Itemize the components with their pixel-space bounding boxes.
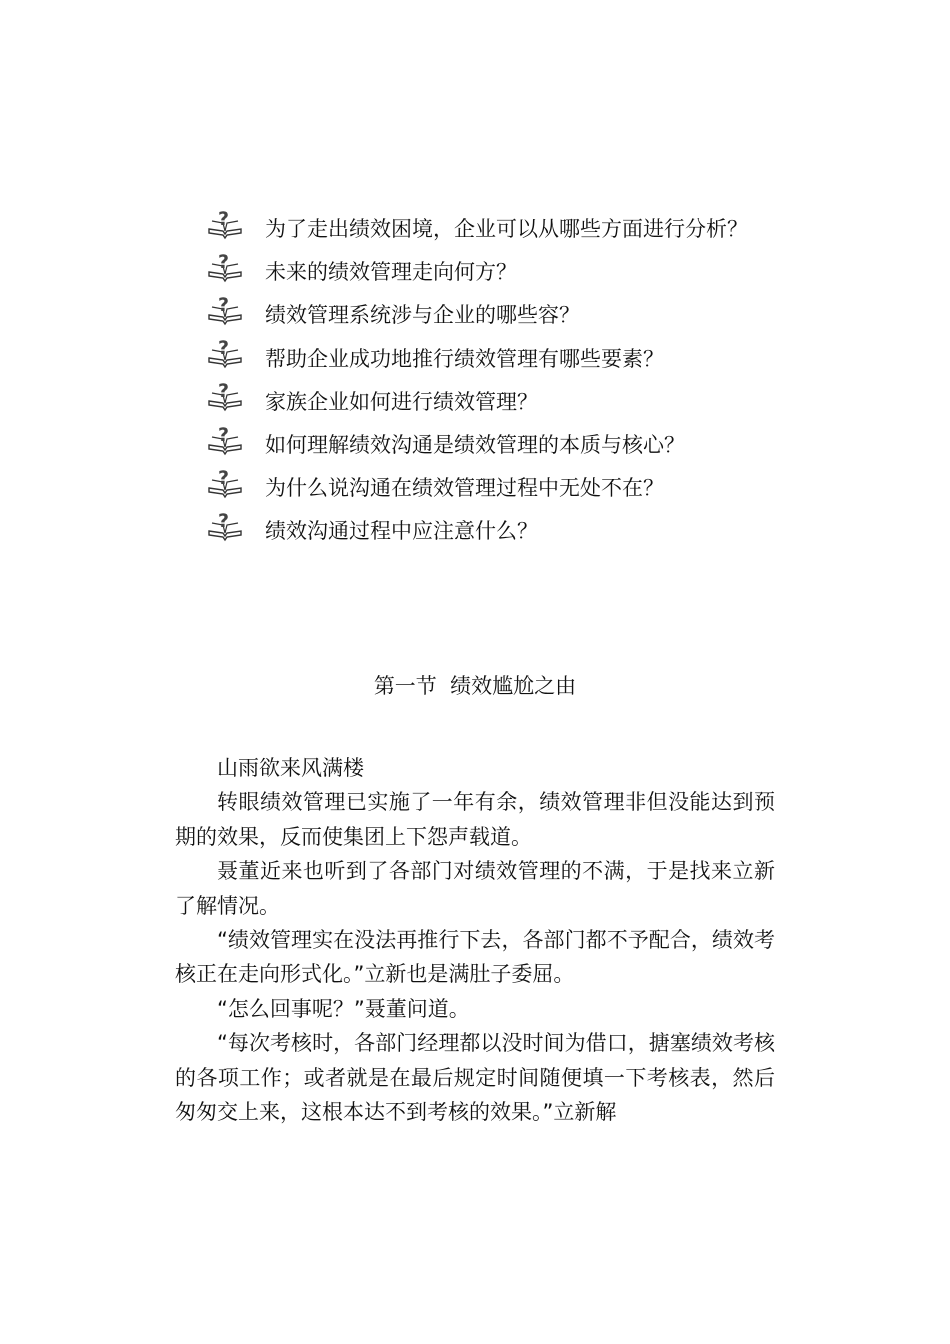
question-book-icon bbox=[206, 467, 244, 501]
question-book-icon bbox=[206, 380, 244, 414]
paragraph-subtitle: 山雨欲来风满楼 bbox=[217, 756, 364, 780]
svg-text:?: ? bbox=[218, 250, 230, 273]
question-book-icon bbox=[206, 337, 244, 371]
question-text: 为了走出绩效困境，企业可以从哪些方面进行分析？ bbox=[265, 217, 748, 242]
question-item bbox=[206, 294, 846, 337]
question-text: 绩效管理系统涉与企业的哪些容？ bbox=[265, 303, 580, 328]
svg-text:?: ? bbox=[218, 423, 230, 446]
paragraph: 转眼绩效管理已实施了一年有余，绩效管理非但没能达到预期的效果，反而使集团上下怨声载道。 bbox=[175, 790, 775, 849]
question-book-icon bbox=[206, 294, 244, 328]
question-text: 家族企业如何进行绩效管理？ bbox=[265, 389, 538, 414]
question-text: 绩效沟通过程中应注意什么？ bbox=[265, 519, 538, 544]
question-text: 未来的绩效管理走向何方？ bbox=[265, 260, 517, 285]
question-text: 如何理解绩效沟通是绩效管理的本质与核心？ bbox=[265, 433, 685, 458]
paragraph: “怎么回事呢？”聂董问道。 bbox=[217, 996, 470, 1021]
section-title: 第一节 绩效尴尬之由 bbox=[373, 674, 577, 698]
question-item bbox=[206, 251, 846, 294]
question-list bbox=[206, 208, 846, 554]
svg-text:?: ? bbox=[218, 466, 230, 489]
paragraph: “每次考核时，各部门经理都以没时间为借口，搪塞绩效考核的各项工作；或者就是在最后规定时间随便填一下考核表，然后匆匆交上来，这根本达不到考核的效果。”立新解 bbox=[175, 1031, 775, 1125]
question-item bbox=[206, 424, 846, 467]
svg-text:?: ? bbox=[218, 207, 230, 230]
question-item bbox=[206, 467, 846, 510]
question-item bbox=[206, 510, 846, 553]
question-book-icon bbox=[206, 208, 244, 242]
question-item bbox=[206, 208, 846, 251]
question-book-icon bbox=[206, 510, 244, 544]
svg-text:?: ? bbox=[218, 337, 230, 360]
svg-text:?: ? bbox=[218, 380, 230, 403]
question-text: 帮助企业成功地推行绩效管理有哪些要素？ bbox=[265, 346, 664, 371]
svg-text:?: ? bbox=[218, 509, 230, 532]
body-text bbox=[175, 751, 775, 1129]
question-book-icon bbox=[206, 424, 244, 458]
paragraph: “绩效管理实在没法再推行下去，各部门都不予配合，绩效考核正在走向形式化。”立新也是满肚子委屈。 bbox=[175, 928, 775, 987]
paragraph: 聂董近来也听到了各部门对绩效管理的不满，于是找来立新了解情况。 bbox=[175, 859, 775, 918]
question-item bbox=[206, 381, 846, 424]
question-item bbox=[206, 338, 846, 381]
question-book-icon bbox=[206, 251, 244, 285]
svg-text:?: ? bbox=[218, 293, 230, 316]
question-text: 为什么说沟通在绩效管理过程中无处不在？ bbox=[265, 476, 664, 501]
